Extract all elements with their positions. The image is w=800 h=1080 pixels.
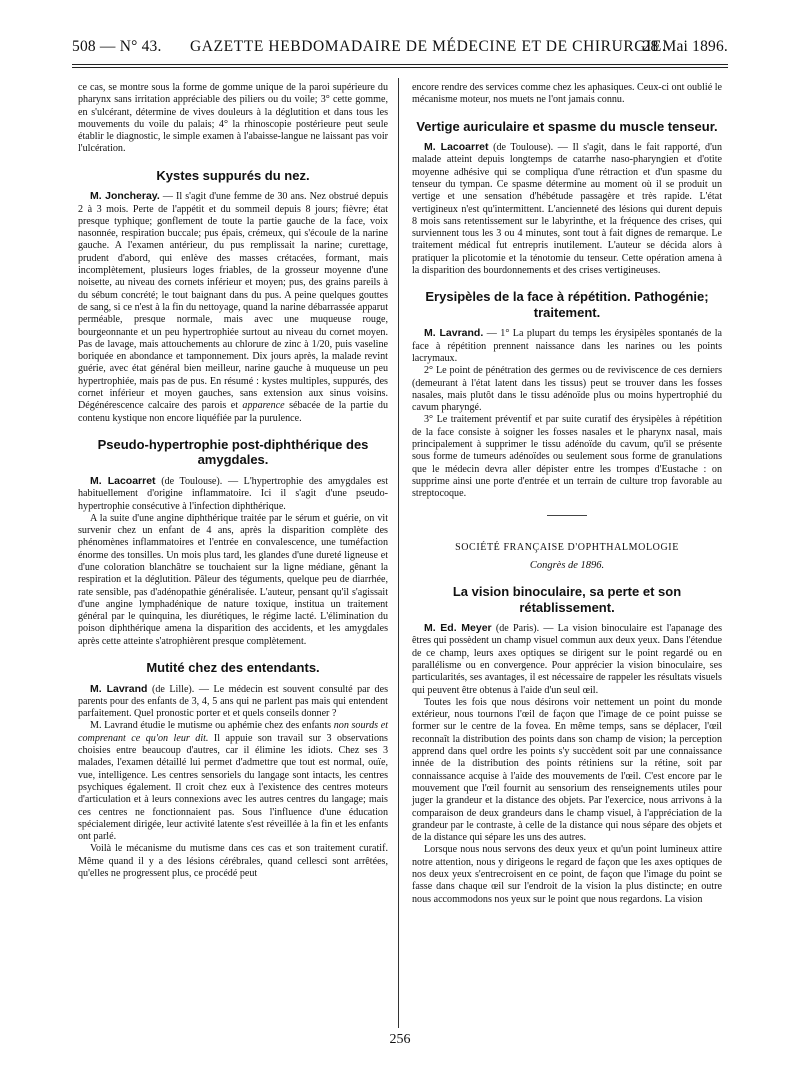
column-divider: [398, 78, 399, 1028]
section-title-erysipeles: Erysipèles de la face à répétition. Pathogénie; traitement.: [425, 289, 709, 320]
speaker-name: M. Joncheray.: [90, 190, 160, 203]
section-separator: [547, 515, 587, 516]
right-intro-paragraph: encore rendre des services comme chez les aphasiques. Ceux-ci ont oublié le mécanisme moteur, nos muets ne l'ont jamais connu.: [412, 82, 722, 106]
section-title-vertige: Vertige auriculaire et spasme du muscle tenseur.: [416, 118, 718, 134]
running-header: [72, 36, 728, 58]
journal-title: GAZETTE HEBDOMADAIRE DE MÉDECINE ET DE CHIRURGIE.: [190, 38, 667, 55]
right-column: [412, 82, 722, 906]
paragraph-lacoarret-1: M. Lacoarret (de Toulouse). — L'hypertrophie des amygdales est habituellement d'origine inflammatoire. Ici il s'agit d'une pseudo-hypertrophie consécutive à l'infection diphthérique.: [78, 474, 388, 512]
left-intro-paragraph: ce cas, se montre sous la forme de gomme unique de la paroi supérieure du pharynx sans irritation appréciable des piliers ou du voile; 3° cette gomme, en s'ulcérant, détermine de vives douleurs à la déglutition et dans tous les mouvements du voile du palais; 4° la rhinoscopie postérieure peut seule établir le diagnostic, le simple examen à l'abaisse-langue ne laissant pas voir l'ulcération.: [78, 82, 388, 155]
speaker-name: M. Lavrand: [90, 682, 148, 695]
issue-date: 28 Mai 1896.: [642, 38, 728, 55]
paragraph-joncheray: M. Joncheray. — Il s'agit d'une femme de 30 ans. Nez obstrué depuis 2 à 3 mois. Perte de l'appétit et du sommeil depuis 8 jours; fièvre; état presque typhique; gonflement de toute la partie gauche de la face, voix nasonnée, respiration buccale; pus épais, crémeux, qui s'écoule de la narine gauche. A l'examen antérieur, du pus remplissait la narine; curettage, prudent d'abord, qui enlève des masses crétacées, formant, mais incomplètement, plusieurs loges friables, de la grosseur moyenne d'une noisette, au niveau des cornets inférieur et moyen; pus, des grains pareils à du sébum concrété; le tout baignant dans du pus. A peine quelques gouttes de sang, si ce n'est à la fin du nettoyage, quand la narine débarrassée apparut perméable, presque normale, mais avec une muqueuse rouge, bourgeonnante et un peu hypertrophiée surtout au niveau du cornet moyen. Pas de lavage, mais attouchements au chlorure de zinc à 1/20, puis vaseline boriquée en abondance et tamponnement. Dix jours après, la malade revint guérie, avec état général bien meilleur, narine gauche à muqueuse un peu hypertrophiée, mais pas de pus. En résumé : kystes multiples, suppurés, des cornet inférieur et moyen gauches, sans extension aux sinus voisins. Dégénérescence calcaire des parois et apparence sébacée de la partie du contenu kystique non encore liquéfiée par la purulence.: [78, 190, 389, 424]
left-column: [78, 82, 388, 880]
speaker-name: M. Lacoarret: [424, 141, 489, 154]
speaker-name: M. Lavrand.: [424, 327, 484, 340]
society-heading: SOCIÉTÉ FRANÇAISE D'OPHTHALMOLOGIE: [455, 541, 679, 553]
congress-subheading: Congrès de 1896.: [529, 559, 605, 571]
folio-number: 256: [389, 1032, 411, 1047]
paragraph-lavrand-1: M. Lavrand (de Lille). — Le médecin est souvent consulté par des parents pour des enfants de 3, 4, 5 ans qui ne parlent pas mais qui entendent parfaitement. Quel pronostic porter et et quels conseils donner ?: [78, 682, 388, 720]
speaker-name: M. Lacoarret: [90, 474, 156, 487]
section-title-kystes: Kystes suppurés du nez.: [156, 167, 310, 183]
page-number-issue: 508 — N° 43.: [72, 38, 162, 55]
paragraph-lacoarret-vertige: M. Lacoarret (de Toulouse). — Il s'agit, dans le fait rapporté, d'un malade atteint depuis longtemps de catarrhe naso-pharyngien et d'otite moyenne adhésive qui se compliqua d'une rétraction et d'un spasme du tenseur du tympan. Ce spasme détermine au moment où il se produit un vertige et une sensation d'hébétude passagère et très rapide. L'état vertigineux n'est qu'intermittent. L'ancienneté des lésions qui durent depuis 8 mois sans retentissement sur le labyrinthe, et la fréquence des crises, qui surviennent tous les 3 ou 4 minutes, sont tout à fait dignes de remarque. Le traitement médical fut entrepris inutilement. L'auteur se décida alors à pratiquer la plicotomie et la ténotomie du tenseur. Cette opération amena à la disparition des bourdonnements et des crises vertigineuses.: [412, 141, 722, 277]
section-title-vision-binoculaire: La vision binoculaire, sa perte et son rétablissement.: [452, 584, 682, 615]
paragraph-lavrand-erysipeles-1: M. Lavrand. — 1° La plupart du temps les érysipèles spontanés de la face à répétition prennent naissance dans les narines ou les points lacrymaux.: [412, 327, 722, 364]
paragraph-lavrand-erysipeles-2: 2° Le point de pénétration des germes ou de reviviscence de ces derniers (demeurant à l'état latent dans les tissus) peut se trouver dans les fosses nasales, mais plutôt dans le tissu adénoïde plus ou moins hypertrophié du cavum pharyngé.: [412, 365, 722, 414]
paragraph-meyer-2: Toutes les fois que nous désirons voir nettement un point du monde extérieur, nous tournons l'œil de façon que l'image de ce point puisse se former sur le centre de la fovea. En même temps, sans se déplacer, l'œil reconnaît la distribution des points dans son champ de vision; la perception apprend dans quel ordre les points s'y succèdent soit par une connaissance innée de la distribution des points rétiniens sur la rétine, soit par connaissance acquise à l'aide des mouvements de l'œil. C'est encore par le mouvement que l'œil fournit au sensorium des renseignements utiles pour juger la grandeur et la distance des objets. Par l'exercice, nous arrivons à la comparaison de deux grandeurs dans le champ visuel, à l'appréciation de la grandeur par le contraste, à celle de la distance qui nous sépare des objets et de la distance qui sépare les uns des autres.: [412, 696, 722, 844]
paragraph-lacoarret-2: A la suite d'une angine diphthérique traitée par le sérum et guérie, on vit survenir chez un enfant de 4 ans, après la disparition complète des phénomènes inflammatoires et l'entrée en convalescence, une tuméfaction énorme des tonsilles. Un mois plus tard, les glandes d'une dureté ligneuse et d'une coloration blanchâtre se touchaient sur la ligne médiane, gênant la respiration et la déglutition. Pâleur des téguments, quelque peu de diarrhée, rate sensible, pas d'adénopathie généralisée. L'auteur, pensant qu'il s'agissait d'une angine lymphadénique de nature toxique, institua un traitement général par le quinquina, les diurétiques, le régime lacté. L'élimination du poison diphthérique amena la disparition des accidents, et les amygdales après cette atteinte s'atrophièrent presque complètement.: [78, 512, 388, 647]
header-rule: [72, 64, 728, 65]
header-rule-double: [72, 67, 728, 68]
paragraph-lavrand-3: Voilà le mécanisme du mutisme dans ces cas et son traitement curatif. Même quand il y a des lésions cérébrales, quand cellesci sont arrêtées, qu'elles ne progressent plus, ce procédé peut: [78, 843, 388, 880]
section-title-pseudo-hypertrophie: Pseudo-hypertrophie post-diphthérique des amygdales.: [97, 436, 369, 468]
paragraph-lavrand-erysipeles-3: 3° Le traitement préventif et par suite curatif des érysipèles à répétition de la face consiste à soigner les fosses nasales et le pharynx nasal, mais principalement à supprimer le tissu adénoïde du cavum, qu'il se présente sous forme de tumeurs adénoïdes ou seulement sous forme de granulations que le médecin devra aller dépister entre les trompes d'Eustache : on supprime ainsi une porte d'entrée et un terrain de culture trop favorable au streptocoque.: [412, 414, 722, 500]
paragraph-lavrand-2: M. Lavrand étudie le mutisme ou aphémie chez des enfants non sourds et comprenant ce qu'on leur dit. Il appuie son travail sur 3 observations choisies entre beaucoup d'autres, car il élimine les idiots. Chez ses 3 malades, l'examen détaillé lui permet d'admettre que tout est normal, ouïe, vue, intelligence. Les centres sensoriels du langage sont intacts, les centres psychiques également. Il croit chez eux à l'existence des centres moteurs d'articulation et à leurs connexions avec les autres centres du langage; mais ces centres ne fonctionnaient pas. Sous l'influence d'une éducation spécialement dirigée, leur activité latente s'est réveillée à la fin et les enfants ont parlé.: [78, 720, 388, 843]
speaker-name: M. Ed. Meyer: [424, 622, 492, 635]
paragraph-meyer-3: Lorsque nous nous servons des deux yeux et qu'un point lumineux attire notre attention, nous y dirigeons le regard de façon que les axes optiques de nos deux yeux s'entrecroisent en ce point, de façon que l'image du point se fasse dans chaque œil sur l'endroit de la vision la plus distincte; en outre nous accommodons nos yeux sur le point que nous regardons. La vision: [412, 844, 722, 905]
section-title-mutite: Mutité chez des entendants.: [146, 660, 320, 676]
paragraph-meyer-1: M. Ed. Meyer (de Paris). — La vision binoculaire est l'apanage des êtres qui possèdent un champ visuel commun aux deux yeux. Dans l'étendue de ce champ, leurs axes optiques se dirigent sur le point regardé ou en parallélisme ou en convergence. Pour apprécier la vision binoculaire, ses particularités, ses avantages, il est nécessaire de rappeler les résultats visuels qui peuvent être obtenus à l'aide d'un seul œil.: [412, 622, 723, 696]
